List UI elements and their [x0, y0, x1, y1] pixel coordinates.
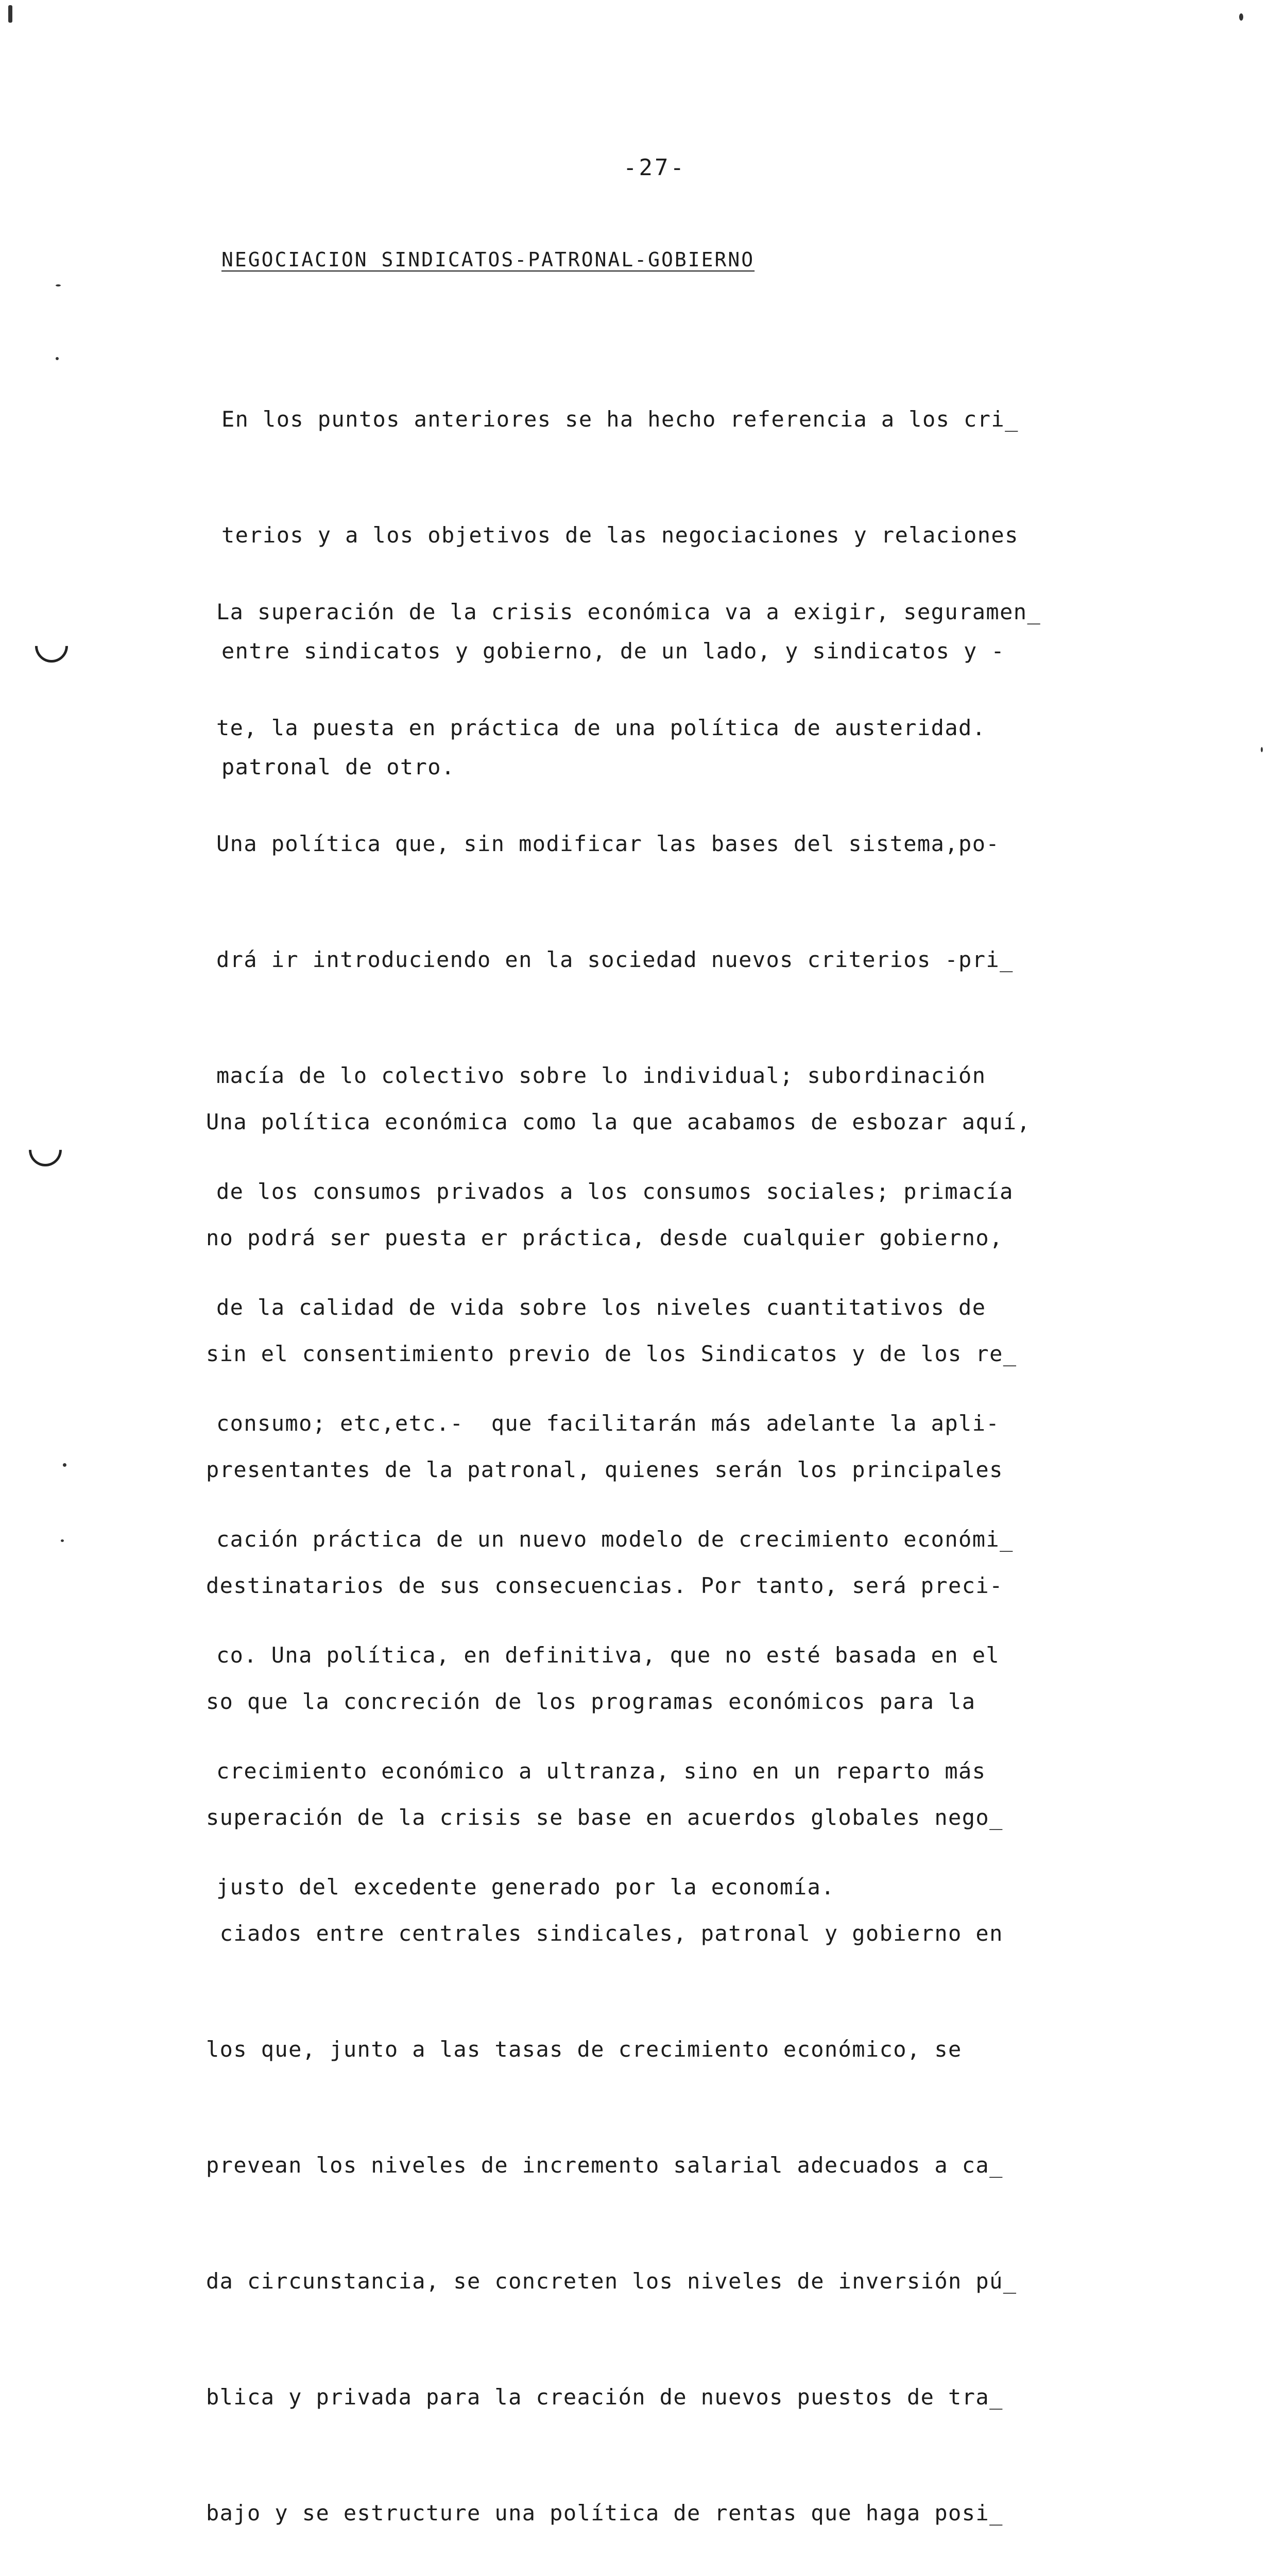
text-line: presentantes de la patronal, quienes serán los principales [206, 1457, 1003, 1482]
binder-hole-mark [28, 623, 75, 670]
text-line: co. Una política, en definitiva, que no esté basada en el [216, 1642, 1000, 1668]
text-line: macía de lo colectivo sobre lo individual; subordinación [216, 1063, 986, 1088]
text-line: so que la concreción de los programas económicos para la [206, 1689, 976, 1714]
text-line: bajo y se estructure una política de rentas que haga posi_ [206, 2500, 1003, 2526]
text-line: superación de la crisis se base en acuerdos globales nego_ [206, 1805, 1003, 1830]
text-line: prevean los niveles de incremento salarial adecuados a ca_ [206, 2153, 1003, 2178]
text-line: sin el consentimiento previo de los Sindicatos y de los re_ [206, 1341, 1017, 1366]
text-line: da circunstancia, se concreten los niveles de inversión pú_ [206, 2268, 1017, 2294]
text-line: te, la puesta en práctica de una política de austeridad. [216, 715, 986, 740]
text-line: blica y privada para la creación de nuevos puestos de tra_ [206, 2384, 1003, 2410]
text-line: drá ir introduciendo en la sociedad nuevos criterios -pri_ [216, 947, 1014, 972]
scan-speck [61, 1539, 64, 1542]
scan-speck [63, 1463, 66, 1467]
section-title: NEGOCIACION SINDICATOS-PATRONAL-GOBIERNO [221, 248, 755, 271]
text-line: La superación de la crisis económica va a exigir, seguramen_ [216, 599, 1041, 624]
scan-speck [56, 357, 59, 360]
scan-speck [8, 5, 12, 23]
text-line: Una política económica como la que acabamos de esbozar aquí, [206, 1109, 1031, 1134]
text-line: destinatarios de sus consecuencias. Por tanto, será preci- [206, 1573, 1003, 1598]
paragraph-3 [206, 1025, 1031, 2576]
text-line: terios y a los objetivos de las negociaciones y relaciones [221, 522, 1019, 548]
scan-speck [1239, 13, 1243, 21]
text-line: ciados entre centrales sindicales, patronal y gobierno en [206, 1921, 1003, 1946]
scan-speck [56, 284, 61, 286]
text-line: cación práctica de un nuevo modelo de crecimiento económi_ [216, 1527, 1014, 1552]
text-line: de los consumos privados a los consumos sociales; primacía [216, 1179, 1014, 1204]
binder-hole-mark [22, 1127, 69, 1174]
text-line: los que, junto a las tasas de crecimiento económico, se [206, 2037, 962, 2062]
text-line: de la calidad de vida sobre los niveles cuantitativos de [216, 1295, 986, 1320]
text-line: entre sindicatos y gobierno, de un lado, y sindicatos y - [221, 638, 1005, 664]
text-line: patronal de otro. [221, 754, 455, 779]
page-number: -27- [623, 155, 686, 181]
text-line: no podrá ser puesta er práctica, desde cualquier gobierno, [206, 1225, 1003, 1250]
text-line: justo del excedente generado por la economía. [216, 1874, 835, 1900]
text-line: Una política que, sin modificar las bases del sistema,po- [216, 831, 1000, 856]
scan-speck [1261, 747, 1263, 752]
text-line: crecimiento económico a ultranza, sino en un reparto más [216, 1758, 986, 1784]
text-line: En los puntos anteriores se ha hecho referencia a los cri_ [221, 406, 1019, 432]
text-line: consumo; etc,etc.- que facilitarán más adelante la apli- [216, 1411, 1000, 1436]
